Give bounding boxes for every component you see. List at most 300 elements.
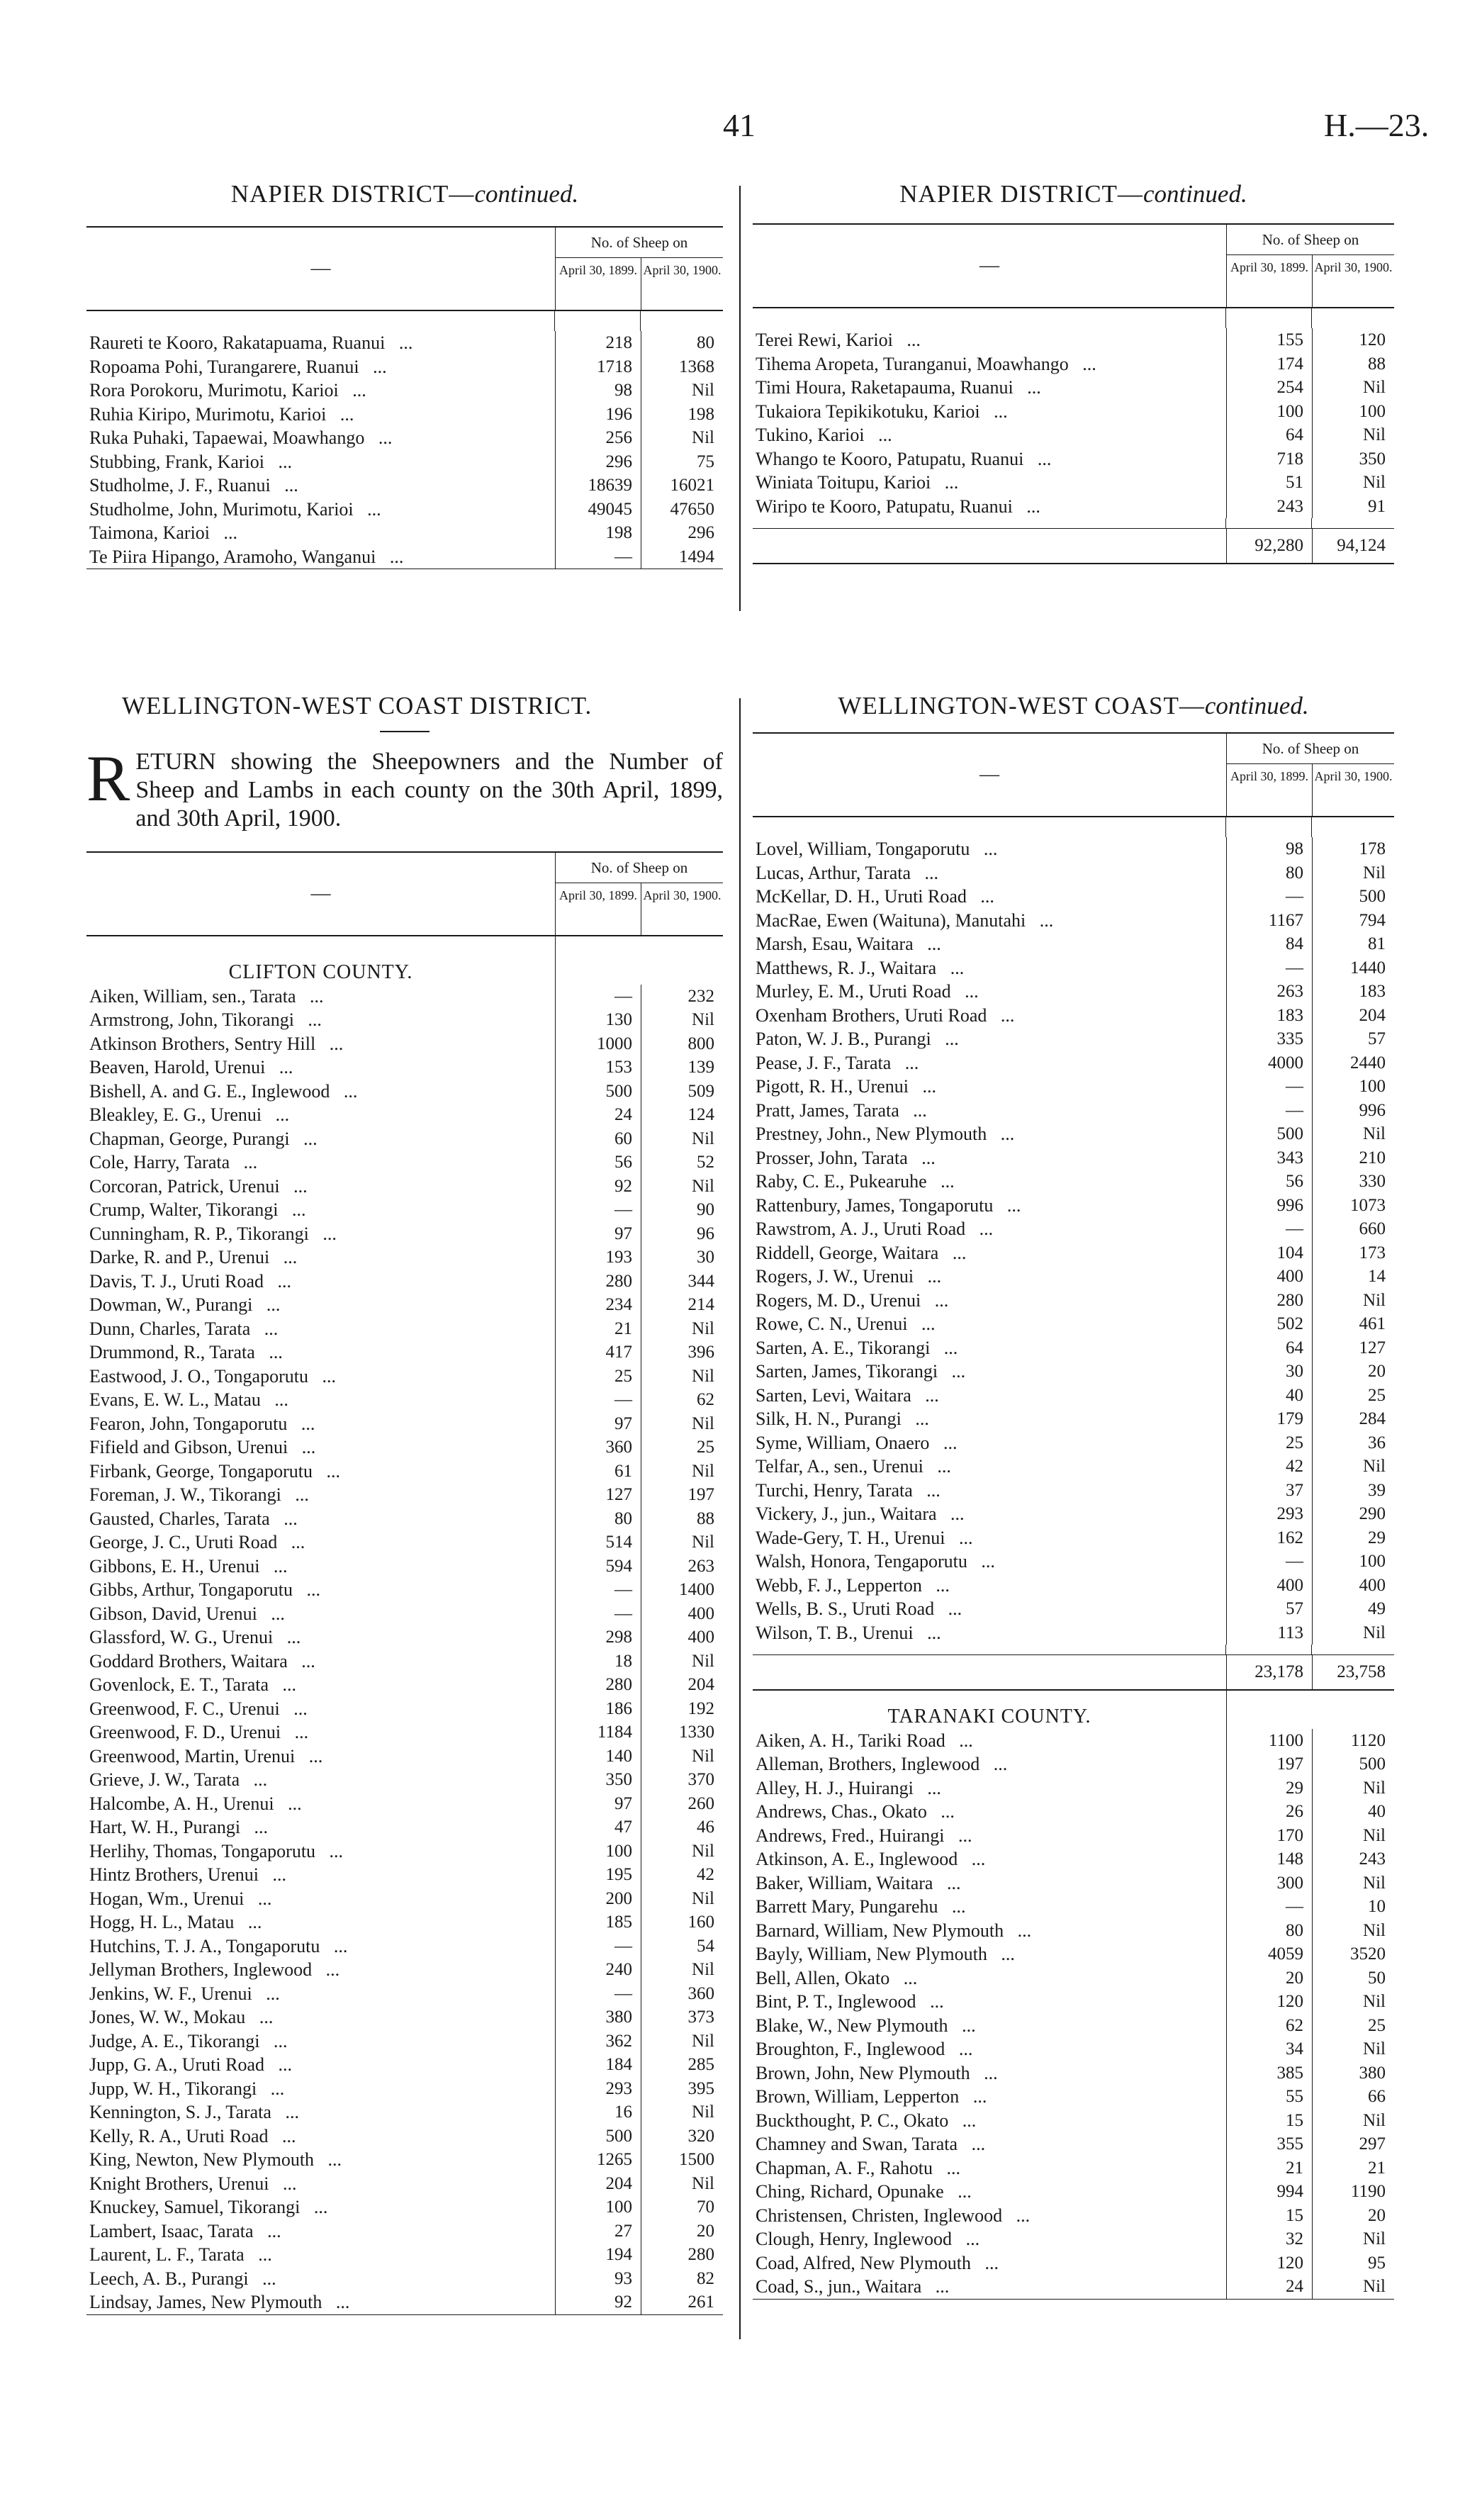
- sheep-1900: 400: [1312, 1574, 1394, 1598]
- owner-name: Gibbons, E. H., Urenui ...: [86, 1555, 556, 1579]
- table-row: [86, 1745, 723, 1769]
- owner-name: Hart, W. H., Purangi ...: [86, 1815, 556, 1839]
- sheep-1900: 296: [641, 521, 723, 545]
- sheep-1900: Nil: [641, 1650, 723, 1674]
- table-row: [86, 379, 723, 403]
- sheep-1899: 153: [605, 1058, 632, 1077]
- header-group: No. of Sheep on: [1227, 225, 1394, 255]
- owner-name: Oxenham Brothers, Uruti Road ...: [753, 1004, 1227, 1028]
- sheep-1899: 51: [1286, 473, 1303, 492]
- table-row: [753, 909, 1394, 933]
- table-row: [86, 1982, 723, 2006]
- owner-name: George, J. C., Uruti Road ...: [86, 1530, 556, 1555]
- owner-name: Fifield and Gibson, Urenui ...: [86, 1435, 556, 1460]
- owner-name: Christensen, Christen, Inglewood ...: [753, 2204, 1227, 2228]
- sheep-1900: 204: [1312, 1004, 1394, 1028]
- owner-name: Crump, Walter, Tikorangi ...: [86, 1198, 556, 1222]
- sheep-1899: 21: [1286, 2158, 1303, 2178]
- sheep-1899: 140: [605, 1746, 632, 1766]
- sheep-1899: —: [614, 1603, 632, 1623]
- table-row: [86, 1839, 723, 1864]
- sheep-1899: 113: [1277, 1623, 1303, 1642]
- owner-name: Pease, J. F., Tarata ...: [753, 1051, 1227, 1075]
- sheep-1900: 396: [641, 1340, 723, 1365]
- sheep-1900: 80: [641, 331, 723, 355]
- sheep-1900: 204: [641, 1673, 723, 1697]
- table-row: [753, 837, 1394, 861]
- sheep-1900: Nil: [1312, 2037, 1394, 2061]
- table-row: [86, 1958, 723, 1982]
- sheep-1900: 50: [1312, 1966, 1394, 1990]
- sheep-1899: 100: [1276, 401, 1303, 421]
- owner-name: Herlihy, Thomas, Tongaporutu ...: [86, 1839, 556, 1864]
- sheep-1899: 57: [1286, 1599, 1303, 1618]
- table-row: [86, 2219, 723, 2244]
- sheep-1900: 29: [1312, 1526, 1394, 1550]
- sheep-1900: 91: [1312, 495, 1394, 519]
- sheep-1900: 1073: [1312, 1194, 1394, 1218]
- sheep-1899: 162: [1276, 1528, 1303, 1547]
- table-row: [86, 498, 723, 522]
- table-row: [753, 1479, 1394, 1503]
- owner-name: Lindsay, James, New Plymouth ...: [86, 2290, 556, 2314]
- sheep-1899: 4000: [1268, 1053, 1303, 1073]
- owner-name: Brown, John, New Plymouth ...: [753, 2061, 1227, 2085]
- owner-name: Greenwood, F. D., Urenui ...: [86, 1720, 556, 1745]
- sheep-1900: 40: [1312, 1800, 1394, 1824]
- sheep-1899: 130: [605, 1010, 632, 1029]
- owner-name: Bell, Allen, Okato ...: [753, 1966, 1227, 1990]
- sheep-1899: 49045: [588, 499, 632, 519]
- sheep-1899: 355: [1276, 2134, 1303, 2154]
- owner-name: Gausted, Charles, Tarata ...: [86, 1507, 556, 1531]
- sheep-1899: 1100: [1268, 1730, 1303, 1750]
- owner-name: Bint, P. T., Inglewood ...: [753, 1990, 1227, 2014]
- owner-name: Rogers, M. D., Urenui ...: [753, 1289, 1227, 1313]
- sheep-1900: Nil: [1312, 1122, 1394, 1146]
- table-row: [86, 1388, 723, 1412]
- table-row: [753, 1895, 1394, 1919]
- sheep-1899: 718: [1276, 449, 1303, 469]
- sheep-1900: 62: [641, 1388, 723, 1412]
- table-row: [86, 1055, 723, 1080]
- owner-name: Hogan, Wm., Urenui ...: [86, 1887, 556, 1911]
- sheep-1899: 500: [605, 1081, 632, 1101]
- sheep-1900: 173: [1312, 1241, 1394, 1265]
- table-row: [86, 2243, 723, 2267]
- napier-left-rows: [86, 331, 723, 569]
- table-row: [86, 1507, 723, 1531]
- sheep-1900: 660: [1312, 1217, 1394, 1241]
- table-row: [753, 1360, 1394, 1384]
- sheep-1900: 210: [1312, 1146, 1394, 1170]
- owner-name: Buckthought, P. C., Okato ...: [753, 2109, 1227, 2133]
- owner-name: Laurent, L. F., Tarata ...: [86, 2243, 556, 2267]
- sheep-1899: 293: [1276, 1504, 1303, 1523]
- sheep-1900: 284: [1312, 1407, 1394, 1431]
- header-dash: —: [86, 228, 556, 310]
- owner-name: Kelly, R. A., Uruti Road ...: [86, 2124, 556, 2149]
- table-row: [86, 2172, 723, 2196]
- table-row: [86, 1910, 723, 1934]
- table-row: [86, 1365, 723, 1389]
- wellington-left-section: [86, 691, 723, 2315]
- sheep-1900: 500: [1312, 1752, 1394, 1776]
- sheep-1899: 56: [614, 1153, 632, 1172]
- sheep-1899: 594: [605, 1556, 632, 1576]
- table-row: [86, 2124, 723, 2149]
- page-reference: H.—23.: [1324, 107, 1430, 143]
- sheep-1899: 1718: [597, 357, 632, 376]
- table-row: [86, 1697, 723, 1721]
- owner-name: Kennington, S. J., Tarata ...: [86, 2100, 556, 2124]
- sheep-1899: 1265: [597, 2150, 632, 2169]
- table-row: [753, 352, 1394, 376]
- owner-name: Terei Rewi, Karioi ...: [753, 328, 1227, 352]
- sheep-1899: 996: [1276, 1195, 1303, 1215]
- table-row: [86, 331, 723, 355]
- sheep-1900: 95: [1312, 2251, 1394, 2275]
- sheep-1899: 29: [1286, 1778, 1303, 1798]
- sheep-1900: 500: [1312, 885, 1394, 909]
- sheep-1899: 37: [1286, 1480, 1303, 1500]
- owner-name: Walsh, Honora, Tengaporutu ...: [753, 1550, 1227, 1574]
- owner-name: Cole, Harry, Tarata ...: [86, 1150, 556, 1175]
- napier-right-title-cont: continued.: [1143, 180, 1247, 208]
- owner-name: Aiken, William, sen., Tarata ...: [86, 985, 556, 1009]
- table-row: [86, 1650, 723, 1674]
- sheep-1899: 47: [614, 1818, 632, 1837]
- owner-name: Ruka Puhaki, Tapaewai, Moawhango ...: [86, 426, 556, 450]
- sheep-1899: 127: [605, 1485, 632, 1504]
- sheep-1899: 195: [605, 1865, 632, 1884]
- owner-name: Hutchins, T. J. A., Tongaporutu ...: [86, 1934, 556, 1959]
- table-row: [753, 1455, 1394, 1479]
- table-row: [753, 2156, 1394, 2180]
- owner-name: Aiken, A. H., Tariki Road ...: [753, 1729, 1227, 1753]
- owner-name: Webb, F. J., Lepperton ...: [753, 1574, 1227, 1598]
- table-row: [753, 2204, 1394, 2228]
- owner-name: Judge, A. E., Tikorangi ...: [86, 2029, 556, 2054]
- sheep-1899: 400: [1276, 1575, 1303, 1595]
- table-row: [753, 861, 1394, 885]
- table-row: [86, 1103, 723, 1127]
- sheep-1900: 88: [1312, 352, 1394, 376]
- table-row: [86, 2053, 723, 2077]
- owner-name: Alleman, Brothers, Inglewood ...: [753, 1752, 1227, 1776]
- sheep-1900: Nil: [641, 1887, 723, 1911]
- table-row: [753, 1502, 1394, 1526]
- wellington-left-title: WELLINGTON-WEST COAST DISTRICT.: [122, 692, 593, 719]
- sheep-1899: 25: [1286, 1433, 1303, 1452]
- sheep-1899: 1000: [597, 1034, 632, 1053]
- table-row: [86, 1222, 723, 1246]
- sheep-1900: 10: [1312, 1895, 1394, 1919]
- sheep-1900: 20: [1312, 1360, 1394, 1384]
- owner-name: Wells, B. S., Uruti Road ...: [753, 1597, 1227, 1621]
- sheep-1899: 18639: [588, 476, 632, 495]
- table-row: [753, 2037, 1394, 2061]
- table-row: [753, 1217, 1394, 1241]
- sheep-1899: 155: [1276, 330, 1303, 349]
- sheep-1900: 373: [641, 2005, 723, 2029]
- sheep-1900: Nil: [641, 2100, 723, 2124]
- sheep-1899: 100: [605, 2197, 632, 2217]
- table-row: [86, 1673, 723, 1697]
- sheep-1900: 20: [641, 2219, 723, 2244]
- sheep-1900: Nil: [1312, 2227, 1394, 2251]
- table-row: [86, 2005, 723, 2029]
- table-row: [753, 2014, 1394, 2038]
- table-row: [753, 980, 1394, 1004]
- table-row: [753, 1729, 1394, 1753]
- sheep-1899: 92: [614, 2292, 632, 2312]
- sheep-1900: 54: [641, 1934, 723, 1959]
- sheep-1900: Nil: [641, 1412, 723, 1436]
- table-row: [753, 1966, 1394, 1990]
- sheep-1899: 34: [1286, 2039, 1303, 2059]
- owner-name: Dunn, Charles, Tarata ...: [86, 1317, 556, 1341]
- sheep-1899: 61: [614, 1461, 632, 1481]
- owner-name: Hogg, H. L., Matau ...: [86, 1910, 556, 1934]
- owner-name: Pratt, James, Tarata ...: [753, 1099, 1227, 1123]
- sheep-1899: —: [614, 986, 632, 1006]
- table-row: [753, 423, 1394, 447]
- table-row: [86, 985, 723, 1009]
- table-row: [753, 885, 1394, 909]
- sheep-1900: 66: [1312, 2085, 1394, 2109]
- owner-name: Wiripo te Kooro, Patupatu, Ruanui ...: [753, 495, 1227, 519]
- sheep-1899: 64: [1286, 425, 1303, 444]
- sheep-1900: 81: [1312, 932, 1394, 956]
- wellington-right-total: [753, 1654, 1394, 1691]
- sheep-1899: 98: [614, 381, 632, 400]
- sheep-1899: 400: [1276, 1267, 1303, 1286]
- table-row: [753, 1574, 1394, 1598]
- table-row: [86, 1245, 723, 1270]
- owner-name: Wade-Gery, T. H., Urenui ...: [753, 1526, 1227, 1550]
- sheep-1899: 24: [614, 1105, 632, 1124]
- sheep-1900: 261: [641, 2290, 723, 2314]
- table-row: [86, 2290, 723, 2314]
- table-row: [753, 1407, 1394, 1431]
- sheep-1900: Nil: [1312, 861, 1394, 885]
- table-row: [753, 1431, 1394, 1455]
- sheep-1900: 3520: [1312, 1942, 1394, 1966]
- table-row: [86, 426, 723, 450]
- sheep-1900: 139: [641, 1055, 723, 1080]
- table-row: [753, 1194, 1394, 1218]
- owner-name: Blake, W., New Plymouth ...: [753, 2014, 1227, 2038]
- drop-cap: R: [86, 742, 130, 814]
- wellington-left-rows: [86, 985, 723, 2315]
- header-col-1900: April 30, 1900.: [641, 883, 723, 935]
- sheep-1900: Nil: [641, 379, 723, 403]
- sheep-1899: 298: [605, 1628, 632, 1647]
- sheep-1899: 196: [605, 404, 632, 424]
- owner-name: Clough, Henry, Inglewood ...: [753, 2227, 1227, 2251]
- table-row: [86, 1317, 723, 1341]
- sheep-1900: 290: [1312, 1502, 1394, 1526]
- sheep-1899: —: [614, 1580, 632, 1599]
- table-row: [753, 2251, 1394, 2275]
- owner-name: Rawstrom, A. J., Uruti Road ...: [753, 1217, 1227, 1241]
- table-row: [86, 474, 723, 498]
- owner-name: Armstrong, John, Tikorangi ...: [86, 1008, 556, 1032]
- sheep-1900: Nil: [1312, 1824, 1394, 1848]
- owner-name: Bayly, William, New Plymouth ...: [753, 1942, 1227, 1966]
- table-row: [86, 2267, 723, 2291]
- owner-name: Foreman, J. W., Tikorangi ...: [86, 1483, 556, 1507]
- sheep-1900: 100: [1312, 400, 1394, 424]
- sheep-1900: 297: [1312, 2132, 1394, 2156]
- return-text: ETURN showing the Sheepowners and the Number of Sheep and Lambs in each county on the 30th April, 1899, and 30th April, 1900.: [135, 749, 723, 831]
- sheep-1899: 18: [614, 1651, 632, 1671]
- sheep-1900: 70: [641, 2195, 723, 2219]
- sheep-1900: 380: [1312, 2061, 1394, 2085]
- sheep-1900: 1330: [641, 1720, 723, 1745]
- sheep-1899: 514: [605, 1533, 632, 1552]
- sheep-1899: 296: [605, 452, 632, 471]
- sheep-1900: 1190: [1312, 2180, 1394, 2204]
- sheep-1900: Nil: [1312, 423, 1394, 447]
- sheep-1900: 260: [641, 1792, 723, 1816]
- table-row: [86, 1008, 723, 1032]
- sheep-1899: 186: [605, 1698, 632, 1718]
- sheep-1900: Nil: [641, 2029, 723, 2054]
- sheep-1899: 417: [605, 1343, 632, 1362]
- sheep-1900: 794: [1312, 909, 1394, 933]
- table-row: [86, 1460, 723, 1484]
- sheep-1899: 254: [1276, 378, 1303, 397]
- sheep-1899: 93: [614, 2268, 632, 2288]
- table-row: [753, 376, 1394, 400]
- table-row: [86, 1483, 723, 1507]
- owner-name: Barnard, William, New Plymouth ...: [753, 1919, 1227, 1943]
- owner-name: Knight Brothers, Urenui ...: [86, 2172, 556, 2196]
- sheep-1899: 170: [1276, 1825, 1303, 1845]
- table-row: [753, 1099, 1394, 1123]
- sheep-1900: 1440: [1312, 956, 1394, 980]
- sheep-1900: 2440: [1312, 1051, 1394, 1075]
- table-row: [753, 1621, 1394, 1645]
- owner-name: Grieve, J. W., Tarata ...: [86, 1768, 556, 1792]
- total-1900: 94,124: [1312, 529, 1394, 563]
- sheep-1899: 92: [614, 1176, 632, 1196]
- owner-name: Drummond, R., Tarata ...: [86, 1340, 556, 1365]
- owner-name: Cunningham, R. P., Tikorangi ...: [86, 1222, 556, 1246]
- wellington-right-section: [753, 691, 1394, 2300]
- owner-name: Davis, T. J., Uruti Road ...: [86, 1270, 556, 1294]
- sheep-1899: 80: [1286, 863, 1303, 883]
- sheep-1899: —: [1286, 1219, 1303, 1238]
- taranaki-county-heading: TARANAKI COUNTY.: [753, 1705, 1227, 1729]
- sheep-1900: 120: [1312, 328, 1394, 352]
- napier-right-total: [753, 528, 1394, 564]
- sheep-1900: 330: [1312, 1170, 1394, 1194]
- owner-name: Sarten, Levi, Waitara ...: [753, 1384, 1227, 1408]
- sheep-1899: 179: [1276, 1409, 1303, 1428]
- owner-name: Murley, E. M., Uruti Road ...: [753, 980, 1227, 1004]
- table-row: [86, 1815, 723, 1839]
- owner-name: Studholme, J. F., Ruanui ...: [86, 474, 556, 498]
- sheep-1899: 30: [1286, 1362, 1303, 1381]
- sheep-1900: 57: [1312, 1027, 1394, 1051]
- owner-name: Tukaiora Tepikikotuku, Karioi ...: [753, 400, 1227, 424]
- sheep-1900: 320: [641, 2124, 723, 2149]
- table-row: [86, 1530, 723, 1555]
- wellington-right-header: [753, 732, 1394, 817]
- sheep-1900: 280: [641, 2243, 723, 2267]
- owner-name: Atkinson, A. E., Inglewood ...: [753, 1847, 1227, 1871]
- owner-name: Jupp, G. A., Uruti Road ...: [86, 2053, 556, 2077]
- table-row: [86, 355, 723, 379]
- owner-name: Syme, William, Onaero ...: [753, 1431, 1227, 1455]
- table-row: [86, 1625, 723, 1650]
- owner-name: Sarten, A. E., Tikorangi ...: [753, 1336, 1227, 1360]
- header-group: No. of Sheep on: [556, 228, 723, 258]
- owner-name: Coad, S., jun., Waitara ...: [753, 2275, 1227, 2299]
- sheep-1900: 263: [641, 1555, 723, 1579]
- return-paragraph: [86, 742, 723, 833]
- sheep-1900: 192: [641, 1697, 723, 1721]
- sheep-1899: 280: [1276, 1290, 1303, 1310]
- table-row: [86, 1792, 723, 1816]
- table-row: [753, 1004, 1394, 1028]
- table-row: [86, 2100, 723, 2124]
- owner-name: Prestney, John., New Plymouth ...: [753, 1122, 1227, 1146]
- clifton-county-heading: CLIFTON COUNTY.: [86, 961, 556, 985]
- sheep-1900: 1368: [641, 355, 723, 379]
- sheep-1899: 62: [1286, 2015, 1303, 2035]
- table-row: [753, 1075, 1394, 1099]
- sheep-1900: Nil: [641, 426, 723, 450]
- table-row: [753, 1051, 1394, 1075]
- sheep-1899: —: [614, 547, 632, 566]
- owner-name: Stubbing, Frank, Karioi ...: [86, 450, 556, 474]
- table-row: [753, 1241, 1394, 1265]
- sheep-1899: 198: [605, 523, 632, 542]
- sheep-1900: 400: [641, 1625, 723, 1650]
- sheep-1900: 214: [641, 1293, 723, 1317]
- sheep-1899: 300: [1276, 1873, 1303, 1893]
- sheep-1899: 20: [1286, 1968, 1303, 1988]
- owner-name: Corcoran, Patrick, Urenui ...: [86, 1175, 556, 1199]
- sheep-1900: 96: [641, 1222, 723, 1246]
- total-1900: 23,758: [1312, 1655, 1394, 1689]
- sheep-1899: 42: [1286, 1457, 1303, 1476]
- table-row: [86, 403, 723, 427]
- sheep-1900: 52: [641, 1150, 723, 1175]
- sheep-1899: —: [614, 1200, 632, 1219]
- sheep-1900: 509: [641, 1080, 723, 1104]
- sheep-1899: 293: [605, 2078, 632, 2098]
- sheep-1900: Nil: [641, 1745, 723, 1769]
- sheep-1900: 25: [1312, 2014, 1394, 2038]
- sheep-1899: —: [614, 1983, 632, 2003]
- owner-name: Brown, William, Lepperton ...: [753, 2085, 1227, 2109]
- sheep-1899: 174: [1276, 354, 1303, 374]
- sheep-1900: 370: [641, 1768, 723, 1792]
- owner-name: Silk, H. N., Purangi ...: [753, 1407, 1227, 1431]
- table-row: [753, 1526, 1394, 1550]
- table-row: [86, 1934, 723, 1959]
- table-row: [753, 2227, 1394, 2251]
- table-row: [753, 1871, 1394, 1895]
- sheep-1899: 380: [605, 2007, 632, 2027]
- sheep-1900: 243: [1312, 1847, 1394, 1871]
- sheep-1900: Nil: [1312, 376, 1394, 400]
